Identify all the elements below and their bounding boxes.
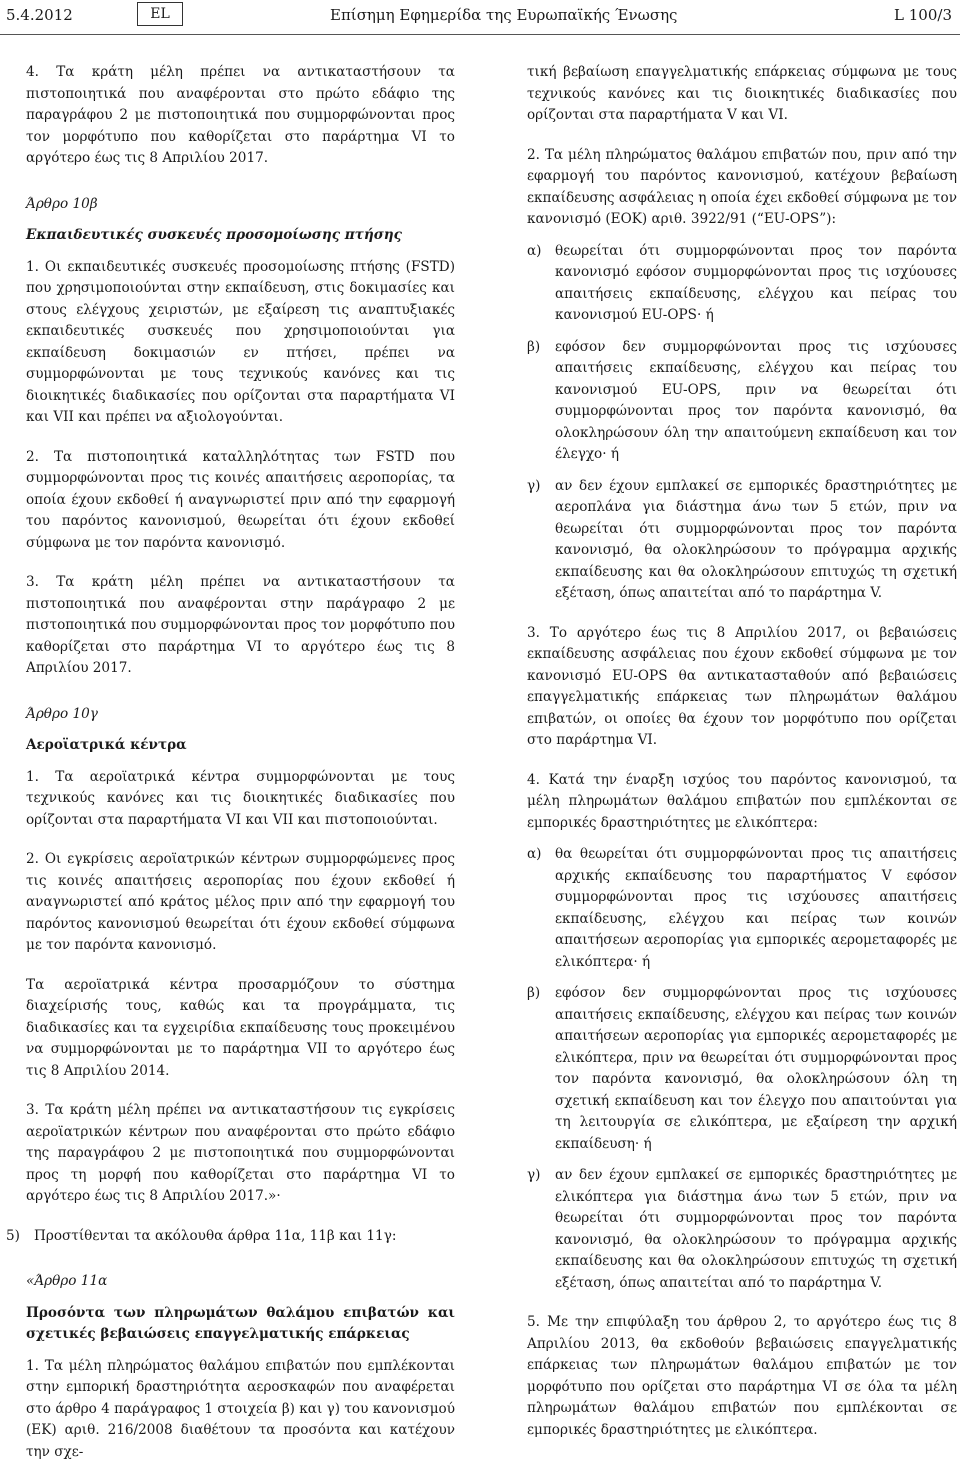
paragraph: 1. Τα μέλη πληρώματος θαλάμου επιβατών που εμπλέκονται στην εμπορική δραστηριότητα αεροσκαφών που αναφέρεται στο άρθρο 4 παράγραφος 1 στοιχεία β) και γ) του κανονισμού (ΕΚ) αριθ. 216/2008 διαθέτουν τα προσόντα και κατέχουν την σχε- [26, 1356, 455, 1463]
list-item-label: β) [527, 337, 555, 466]
paragraph: 2. Τα μέλη πληρώματος θαλάμου επιβατών που, πριν από την εφαρμογή του παρόντος κανονισμού, κατέχουν βεβαίωση εκπαίδευσης ασφάλειας η οποία έχει εκδοθεί σύμφωνα με τον κανονισμό (ΕΟΚ) αριθ. 3922/91 (“EU-OPS”): [527, 145, 957, 231]
paragraph: 3. Το αργότερο έως τις 8 Απριλίου 2017, οι βεβαιώσεις εκπαίδευσης ασφάλειας που έχουν εκδοθεί σύμφωνα με τον κανονισμό EU-OPS θα αντικατασταθούν από βεβαιώσεις επαγγελματικής επάρκειας των πληρωμάτων θαλάμου επιβατών, οι οποίες θα έχουν τον μορφότυπο που ορίζεται στο παράρτημα VI. [527, 623, 957, 752]
page-header [0, 0, 960, 34]
list-item-text: Προστίθενται τα ακόλουθα άρθρα 11α, 11β και 11γ: [34, 1226, 455, 1248]
list-item [527, 476, 957, 605]
list-item [6, 1226, 455, 1248]
list-item-text: θεωρείται ότι συμμορφώνονται προς τον παρόντα κανονισμό εφόσον συμμορφώνονται προς τις ισχύουσες απαιτήσεις εκπαίδευσης, ελέγχου και πείρας του κανονισμού EU-OPS· ή [555, 241, 957, 327]
article-heading: Αεροϊατρικά κέντρα [26, 735, 455, 757]
article-heading: Προσόντα των πληρωμάτων θαλάμου επιβατών και σχετικές βεβαιώσεις επαγγελματικής επάρκειας [26, 1303, 455, 1346]
paragraph: 1. Τα αεροϊατρικά κέντρα συμμορφώνονται με τους τεχνικούς κανόνες και τις διοικητικές διαδικασίες που ορίζονται στα παραρτήματα VI και VII και πιστοποιούνται. [26, 767, 455, 832]
list-item-text: αν δεν έχουν εμπλακεί σε εμπορικές δραστηριότητες με ελικόπτερα για διάστημα άνω των 5 ετών, πριν να θεωρείται ότι συμμορφώνονται προς τον παρόντα κανονισμό, θα ολοκληρώσουν το πρόγραμμα αρχικής εκπαίδευσης και θα ολοκληρώσουν επιτυχώς τη σχετική εξέταση, όπως απαιτείται από το παράρτημα V. [555, 1165, 957, 1294]
article-number: «Άρθρο 11α [26, 1271, 455, 1293]
list-item-label: γ) [527, 476, 555, 605]
list-item [527, 241, 957, 327]
list-item-label: 5) [6, 1226, 34, 1248]
right-column [527, 62, 957, 1441]
paragraph: 3. Τα κράτη μέλη πρέπει να αντικαταστήσουν τις εγκρίσεις αεροϊατρικών κέντρων που αναφέρονται στο πρώτο εδάφιο της παραγράφου 2 με πιστοποιητικά που συμμορφώνονται προς τη μορφή που καθορίζεται στο παράρτημα VI το αργότερο έως τις 8 Απριλίου 2017.»· [26, 1100, 455, 1208]
paragraph: 1. Οι εκπαιδευτικές συσκευές προσομοίωσης πτήσης (FSTD) που χρησιμοποιούνται στην εκπαίδευση, στις δοκιμασίες και στους ελέγχους χειριστών, με εξαίρεση τις αναπτυξιακές εκπαιδευτικές συσκευές που χρησιμοποιούνται για εκπαίδευση δοκιμασιών εν πτήσει, πρέπει να συμμορφώνονται με τους τεχνικούς κανόνες και τις διοικητικές διαδικασίες που ορίζονται στα παραρτήματα VI και VII και πρέπει να αξιολογούνται. [26, 257, 455, 429]
article-heading: Εκπαιδευτικές συσκευές προσομοίωσης πτήσης [26, 225, 455, 247]
header-divider [0, 34, 960, 35]
list-item-label: α) [527, 844, 555, 973]
left-column [26, 62, 455, 1463]
paragraph: 2. Τα πιστοποιητικά καταλληλότητας των FSTD που συμμορφώνονται προς τις κοινές απαιτήσεις αεροπορίας, τα οποία έχουν εκδοθεί ή αναγνωριστεί πριν από την εφαρμογή του παρόντος κανονισμού, θεωρείται ότι έχουν εκδοθεί σύμφωνα με τον παρόντα κανονισμό. [26, 447, 455, 555]
list-item-text: αν δεν έχουν εμπλακεί σε εμπορικές δραστηριότητες με αεροπλάνα για διάστημα άνω των 5 ετών, πριν να θεωρείται ότι συμμορφώνονται προς τον παρόντα κανονισμό, θα ολοκληρώσουν το πρόγραμμα αρχικής εκπαίδευσης και θα ολοκληρώσουν επιτυχώς τη σχετική εξέταση, όπως απαιτείται από το παράρτημα V. [555, 476, 957, 605]
article-number: Άρθρο 10β [26, 194, 455, 216]
list-item [527, 1165, 957, 1294]
list-item-text: εφόσον δεν συμμορφώνονται προς τις ισχύουσες απαιτήσεις εκπαίδευσης, ελέγχου και πείρας του κανονισμού EU-OPS, πριν να θεωρείται ότι συμμορφώνονται προς τον παρόντα κανονισμό, θα ολοκληρώσουν όλη την απαιτούμενη εκπαίδευση και τον έλεγχο· ή [555, 337, 957, 466]
language-badge: EL [137, 2, 183, 26]
paragraph: 5. Με την επιφύλαξη του άρθρου 2, το αργότερο έως τις 8 Απριλίου 2013, θα εκδοθούν βεβαιώσεις επαγγελματικής επάρκειας των πληρωμάτων θαλάμου επιβατών με τον μορφότυπο που ορίζεται στο παράρτημα VI σε όλα τα μέλη πληρωμάτων θαλάμου επιβατών που εμπλέκονται σε εμπορικές δραστηριότητες με ελικόπτερα. [527, 1312, 957, 1441]
journal-title: Επίσημη Εφημερίδα της Ευρωπαϊκής Ένωσης [330, 6, 677, 24]
list-item [527, 983, 957, 1155]
publication-date: 5.4.2012 [6, 6, 73, 24]
paragraph: 4. Κατά την έναρξη ισχύος του παρόντος κανονισμού, τα μέλη πληρωμάτων θαλάμου επιβατών που εμπλέκονται σε εμπορικές δραστηριότητες με ελικόπτερα: [527, 770, 957, 835]
list-item [527, 337, 957, 466]
list-item-label: α) [527, 241, 555, 327]
page-reference: L 100/3 [894, 6, 952, 24]
paragraph: 4. Τα κράτη μέλη πρέπει να αντικαταστήσουν τα πιστοποιητικά που αναφέρονται στο πρώτο εδάφιο της παραγράφου 2 με πιστοποιητικά που συμμορφώνονται προς τον μορφότυπο που καθορίζεται στο παράρτημα VI το αργότερο έως τις 8 Απριλίου 2017. [26, 62, 455, 170]
article-number: Άρθρο 10γ [26, 704, 455, 726]
paragraph: τική βεβαίωση επαγγελματικής επάρκειας σύμφωνα με τους τεχνικούς κανόνες και τις διοικητικές διαδικασίες που ορίζονται στα παραρτήματα V και VI. [527, 62, 957, 127]
list-item-text: εφόσον δεν συμμορφώνονται προς τις ισχύουσες απαιτήσεις εκπαίδευσης, ελέγχου και πείρας των κοινών απαιτήσεων αεροπορίας για εμπορικές αερομεταφορές με ελικόπτερα, πριν να θεωρείται ότι συμμορφώνονται προς τον παρόντα κανονισμό, θα ολοκληρώσουν όλη τη σχετική εκπαίδευση και τον έλεγχο που απαιτούνται για τη λειτουργία σε ελικόπτερα, με εξαίρεση την αρχική εκπαίδευση· ή [555, 983, 957, 1155]
list-item [527, 844, 957, 973]
paragraph: 3. Τα κράτη μέλη πρέπει να αντικαταστήσουν τα πιστοποιητικά που αναφέρονται στην παράγραφο 2 με πιστοποιητικά που συμμορφώνονται προς τον μορφότυπο που καθορίζεται στο παράρτημα VI το αργότερο έως τις 8 Απριλίου 2017. [26, 572, 455, 680]
paragraph: Τα αεροϊατρικά κέντρα προσαρμόζουν το σύστημα διαχείρισής τους, καθώς και τα προγράμματα, τις διαδικασίες και τα εγχειρίδια εκπαίδευσης τους προκειμένου να συμμορφώνονται με το παράρτημα VII το αργότερο έως τις 8 Απριλίου 2014. [26, 975, 455, 1083]
list-item-label: γ) [527, 1165, 555, 1294]
list-item-text: θα θεωρείται ότι συμμορφώνονται προς τις απαιτήσεις αρχικής εκπαίδευσης του παραρτήματος V εφόσον συμμορφώνονται προς τις ισχύουσες απαιτήσεις εκπαίδευσης, ελέγχου και πείρας των κοινών απαιτήσεων αεροπορίας για εμπορικές αερομεταφορές με ελικόπτερα· ή [555, 844, 957, 973]
paragraph: 2. Οι εγκρίσεις αεροϊατρικών κέντρων συμμορφώμενες προς τις κοινές απαιτήσεις αεροπορίας που έχουν εκδοθεί ή αναγνωριστεί από κράτος μέλος πριν από την εφαρμογή του παρόντος κανονισμού θεωρείται ότι έχουν εκδοθεί σύμφωνα με τον παρόντα κανονισμό. [26, 849, 455, 957]
list-item-label: β) [527, 983, 555, 1155]
